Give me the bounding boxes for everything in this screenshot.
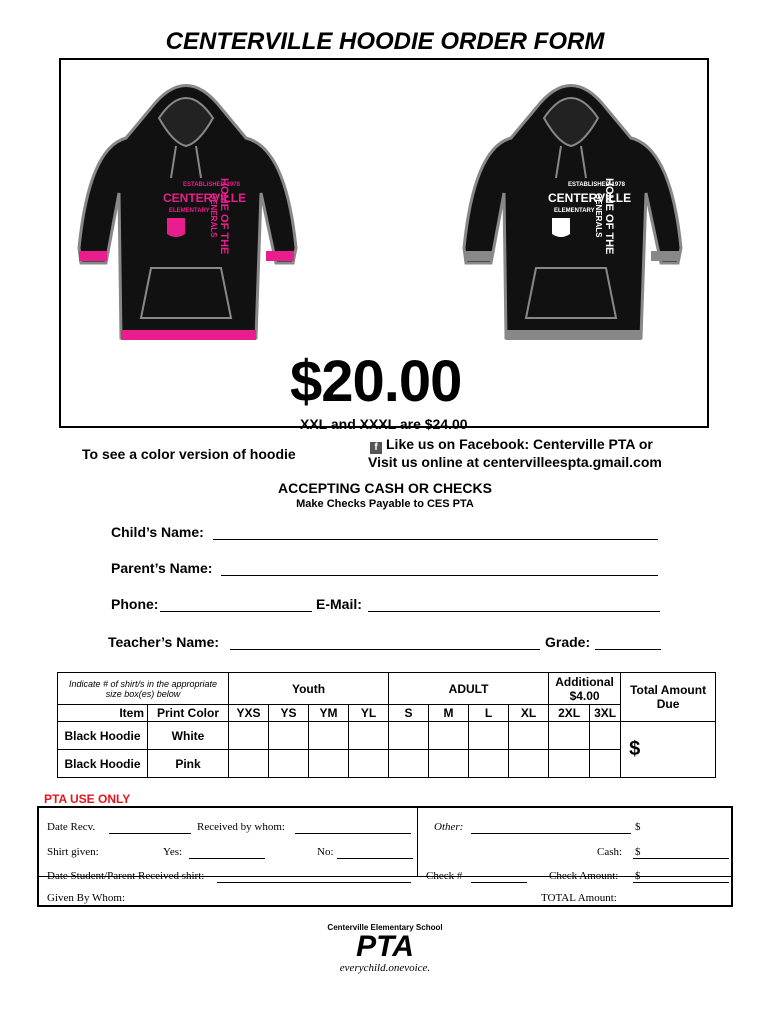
hoodie-school-text: ELEMENTARY [169, 208, 210, 214]
teacher-name-field[interactable] [230, 649, 540, 650]
grade-field[interactable] [595, 649, 661, 650]
logo-school-name: Centerville Elementary School [327, 923, 443, 932]
item-header: Item [58, 705, 148, 722]
child-name-field[interactable] [213, 539, 658, 540]
child-name-label: Child’s Name: [111, 524, 204, 540]
qty-cell[interactable] [389, 722, 429, 750]
check-amount-label: Check Amount: [549, 870, 619, 882]
qty-cell[interactable] [429, 750, 469, 778]
additional-header: Additional $4.00 [549, 673, 621, 705]
qty-cell[interactable] [509, 750, 549, 778]
size-header: 3XL [590, 705, 621, 722]
pta-use-box [37, 806, 733, 907]
qty-cell[interactable] [269, 750, 309, 778]
phone-field[interactable] [160, 611, 312, 612]
qty-cell[interactable] [229, 722, 269, 750]
qty-cell[interactable] [590, 750, 621, 778]
size-header: YL [349, 705, 389, 722]
row-item: Black Hoodie [58, 750, 148, 778]
size-header: 2XL [549, 705, 590, 722]
date-recv-field[interactable] [109, 833, 191, 834]
other-label: Other: [434, 821, 464, 833]
size-header: XL [509, 705, 549, 722]
qty-cell[interactable] [549, 722, 590, 750]
hoodie-side-text: HOME OF THE [603, 178, 615, 255]
qty-cell[interactable] [590, 722, 621, 750]
other-dollar: $ [635, 821, 641, 833]
qty-cell[interactable] [429, 722, 469, 750]
youth-header: Youth [229, 673, 389, 705]
pta-divider [417, 808, 418, 876]
hoodie-school-text: ELEMENTARY [554, 208, 595, 214]
hoodie-side-text: HOME OF THE [218, 178, 230, 255]
date-student-label: Date Student/Parent Received shirt: [47, 870, 205, 882]
other-field[interactable] [471, 833, 631, 834]
date-student-field[interactable] [217, 882, 411, 883]
qty-cell[interactable] [229, 750, 269, 778]
size-instruction: Indicate # of shirt/s in the appropriate size box(es) below [58, 673, 229, 705]
grade-label: Grade: [545, 634, 591, 650]
oversize-price-text: XXL and XXXL are $24.00 [300, 416, 468, 432]
qty-cell[interactable] [469, 722, 509, 750]
hoodie-established-text: ESTABLISHED 1978 [183, 182, 240, 188]
qty-cell[interactable] [389, 750, 429, 778]
adult-header: ADULT [389, 673, 549, 705]
qty-cell[interactable] [349, 722, 389, 750]
cash-field[interactable] [633, 858, 729, 859]
price-text: $20.00 [290, 349, 462, 414]
qty-cell[interactable] [509, 722, 549, 750]
qty-cell[interactable] [469, 750, 509, 778]
size-header: YS [269, 705, 309, 722]
shirt-given-label: Shirt given: [47, 846, 99, 858]
check-number-label: Check # [426, 870, 463, 882]
hoodie-white-print-image [456, 68, 686, 348]
total-amount-header: Total Amount Due [621, 673, 716, 722]
pta-tagline: everychild.onevoice. [339, 962, 431, 974]
pta-logo: PTA [356, 930, 414, 963]
payment-heading: ACCEPTING CASH OR CHECKS [278, 480, 492, 496]
yes-field[interactable] [189, 858, 265, 859]
color-version-note: To see a color version of hoodie [82, 446, 296, 462]
phone-label: Phone: [111, 596, 159, 612]
email-field[interactable] [368, 611, 660, 612]
teacher-name-label: Teacher’s Name: [108, 634, 220, 650]
received-by-label: Received by whom: [197, 821, 285, 833]
payable-note: Make Checks Payable to CES PTA [296, 498, 474, 510]
hoodie-side2-text: GENERALS [209, 193, 218, 238]
row-print-color: White [148, 722, 229, 750]
no-label: No: [317, 846, 334, 858]
parent-name-field[interactable] [221, 575, 658, 576]
hoodie-established-text: ESTABLISHED 1978 [568, 182, 625, 188]
size-header: S [389, 705, 429, 722]
facebook-line [370, 436, 653, 454]
facebook-text: Like us on Facebook: Centerville PTA or [386, 436, 653, 452]
check-amount-dollar: $ [635, 870, 641, 882]
check-number-field[interactable] [471, 882, 527, 883]
qty-cell[interactable] [549, 750, 590, 778]
qty-cell[interactable] [309, 722, 349, 750]
crest-icon [167, 218, 185, 237]
row-item: Black Hoodie [58, 722, 148, 750]
date-recv-label: Date Recv. [47, 821, 96, 833]
pta-use-only-label: PTA USE ONLY [44, 792, 131, 806]
given-by-label: Given By Whom: [47, 892, 126, 904]
cash-label: Cash: [597, 846, 623, 858]
facebook-icon[interactable]: f [370, 442, 382, 454]
qty-cell[interactable] [269, 722, 309, 750]
hoodie-name-text: CENTERVILLE [163, 191, 247, 205]
parent-name-label: Parent’s Name: [111, 560, 213, 576]
form-title: CENTERVILLE HOODIE ORDER FORM [165, 28, 605, 55]
check-amount-field[interactable] [633, 882, 729, 883]
website-text[interactable]: Visit us online at centervilleespta.gmail.com [368, 454, 662, 470]
no-field[interactable] [337, 858, 413, 859]
size-header: YXS [229, 705, 269, 722]
order-table [57, 672, 716, 778]
size-header: M [429, 705, 469, 722]
qty-cell[interactable] [309, 750, 349, 778]
hoodie-side2-text: GENERALS [594, 193, 603, 238]
yes-label: Yes: [163, 846, 183, 858]
total-amount-label: TOTAL Amount: [541, 892, 617, 904]
size-header: L [469, 705, 509, 722]
cash-dollar: $ [635, 846, 641, 858]
hoodie-name-text: CENTERVILLE [548, 191, 632, 205]
received-by-field[interactable] [295, 833, 411, 834]
total-amount-cell[interactable]: $ [621, 722, 716, 778]
row-print-color: Pink [148, 750, 229, 778]
qty-cell[interactable] [349, 750, 389, 778]
size-header: YM [309, 705, 349, 722]
print-color-header: Print Color [148, 705, 229, 722]
hoodie-pink-print-image [71, 68, 301, 348]
email-label: E-Mail: [316, 596, 362, 612]
crest-icon [552, 218, 570, 237]
